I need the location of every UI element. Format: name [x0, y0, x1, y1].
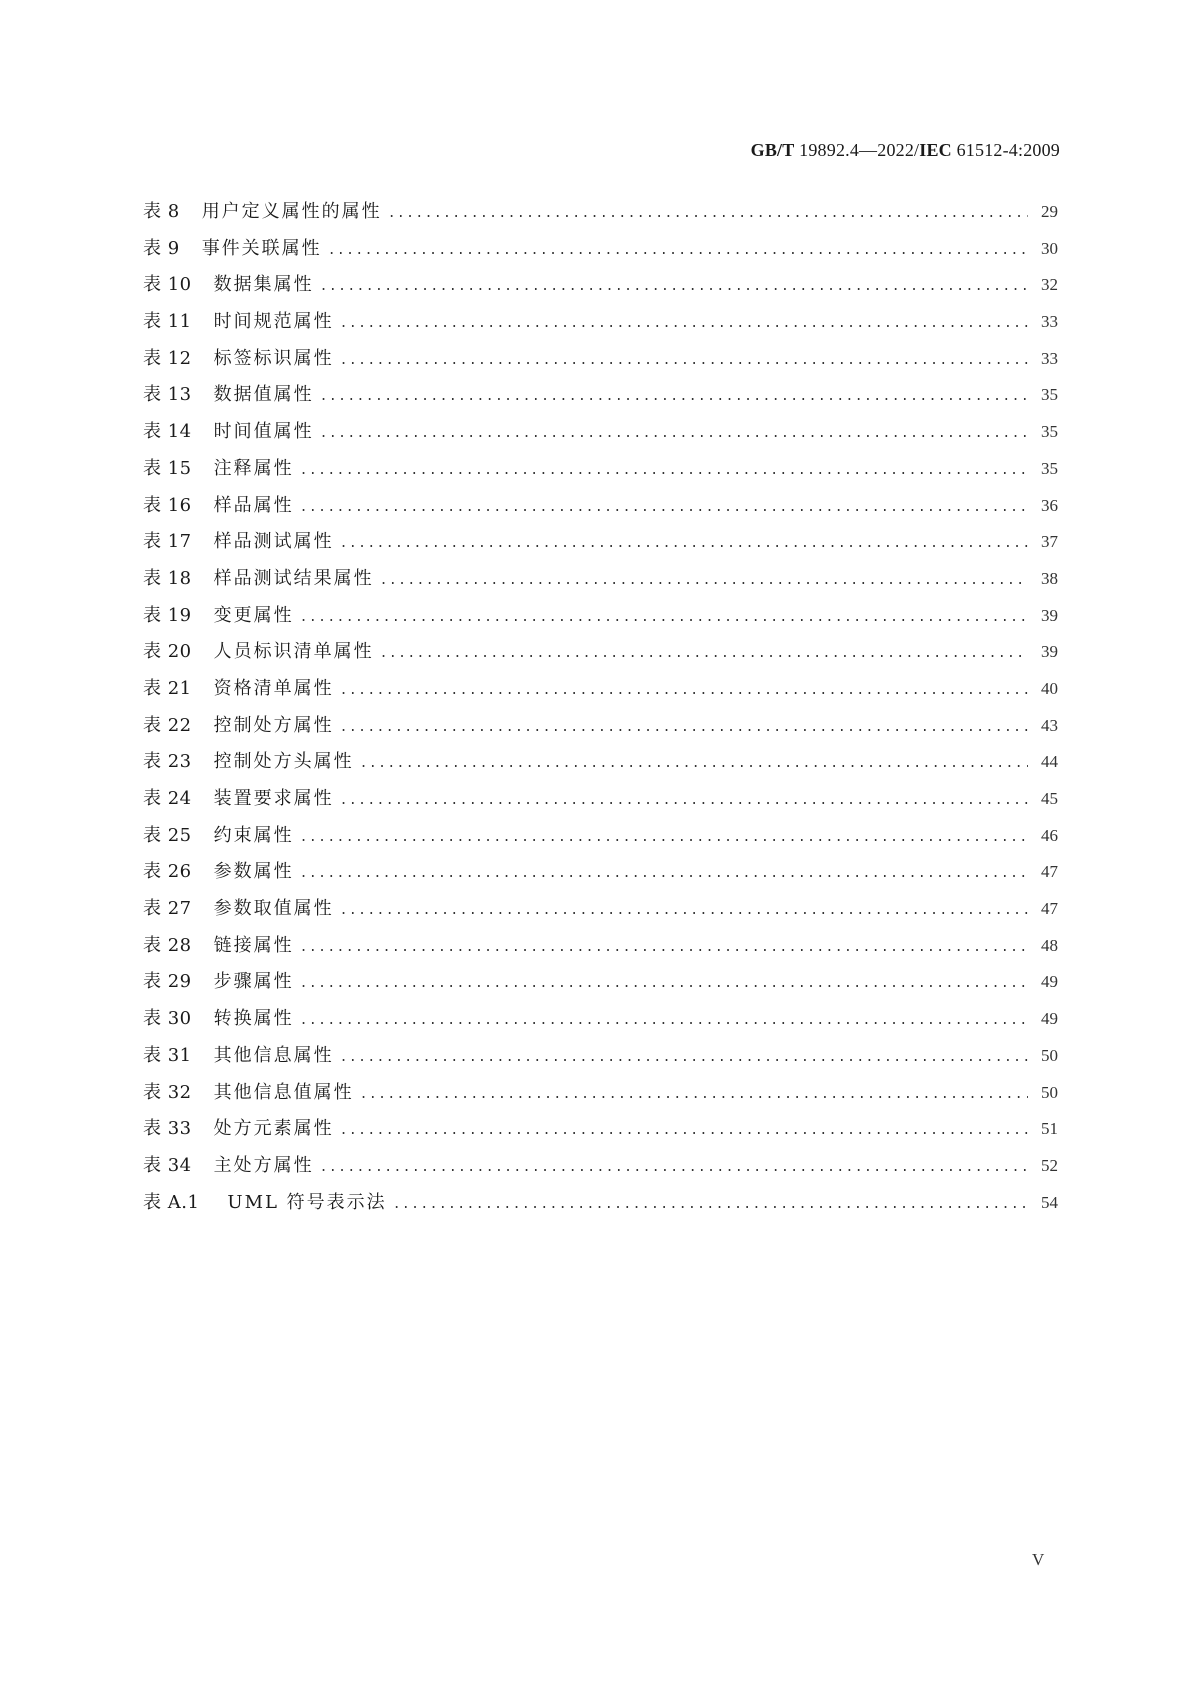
toc-entry-number: 表 26 [143, 861, 192, 883]
toc-entry-page: 35 [1041, 422, 1058, 442]
toc-entry-title: 步骤属性 [213, 971, 294, 993]
standard-header [751, 140, 1060, 161]
standard-number: 19892.4—2022/ [799, 140, 920, 160]
toc-entry[interactable] [143, 781, 1058, 818]
toc-dot-leader [393, 1187, 1028, 1224]
toc-entry-number: 表 29 [143, 971, 192, 993]
toc-entry-number: 表 32 [143, 1081, 192, 1103]
table-of-contents [143, 194, 1058, 1221]
toc-entry-page: 33 [1041, 348, 1058, 368]
toc-entry-page: 39 [1041, 605, 1058, 625]
toc-dot-leader [340, 1040, 1028, 1077]
toc-entry[interactable] [143, 634, 1058, 671]
toc-dot-leader [320, 379, 1028, 416]
toc-entry[interactable] [143, 1038, 1058, 1075]
toc-entry-number: 表 25 [143, 824, 192, 846]
toc-entry-page: 29 [1041, 202, 1058, 221]
toc-entry-number: 表 11 [143, 311, 192, 333]
toc-entry-page: 40 [1041, 678, 1058, 698]
toc-entry-page: 49 [1041, 1009, 1058, 1029]
toc-entry-page: 47 [1041, 899, 1058, 919]
toc-entry[interactable] [143, 1075, 1058, 1112]
toc-entry[interactable] [143, 1185, 1058, 1222]
iec-prefix: IEC [919, 140, 952, 160]
toc-dot-leader [320, 269, 1028, 306]
toc-entry[interactable] [143, 341, 1058, 378]
toc-entry-page: 47 [1041, 862, 1058, 882]
toc-dot-leader [300, 453, 1028, 490]
toc-entry[interactable] [143, 744, 1058, 781]
toc-entry-number: 表 15 [143, 457, 192, 479]
toc-entry-title: 参数属性 [213, 861, 294, 883]
toc-entry[interactable] [143, 708, 1058, 745]
toc-entry-title: 参数取值属性 [213, 898, 334, 920]
toc-entry[interactable] [143, 194, 1058, 231]
toc-dot-leader [380, 636, 1028, 673]
toc-entry[interactable] [143, 561, 1058, 598]
toc-dot-leader [340, 343, 1028, 380]
toc-entry-number: 表 16 [143, 494, 192, 516]
toc-dot-leader [300, 820, 1028, 857]
toc-entry-title: 其他信息属性 [213, 1044, 334, 1066]
toc-entry-title: 链接属性 [213, 934, 294, 956]
page-number: V [1032, 1550, 1045, 1569]
toc-entry-title: 控制处方头属性 [213, 751, 354, 773]
toc-entry[interactable] [143, 451, 1058, 488]
toc-dot-leader [360, 746, 1028, 783]
toc-dot-leader [380, 563, 1028, 600]
toc-entry-number: 表 10 [143, 274, 192, 296]
toc-entry[interactable] [143, 1111, 1058, 1148]
toc-entry[interactable] [143, 414, 1058, 451]
toc-entry-number: 表 30 [143, 1008, 192, 1030]
toc-entry-title: 数据值属性 [213, 384, 314, 406]
toc-entry-page: 36 [1041, 495, 1058, 515]
toc-entry-number: 表 20 [143, 641, 192, 663]
toc-entry[interactable] [143, 1001, 1058, 1038]
toc-dot-leader [300, 600, 1028, 637]
toc-dot-leader [340, 673, 1028, 710]
toc-entry-number: 表 12 [143, 347, 192, 369]
toc-entry[interactable] [143, 928, 1058, 965]
toc-entry[interactable] [143, 267, 1058, 304]
toc-entry-page: 35 [1041, 385, 1058, 405]
toc-dot-leader [300, 930, 1028, 967]
toc-dot-leader [300, 966, 1028, 1003]
toc-entry-title: 标签标识属性 [213, 347, 334, 369]
toc-entry-number: 表 34 [143, 1154, 192, 1176]
toc-entry-number: 表 18 [143, 567, 192, 589]
toc-entry[interactable] [143, 891, 1058, 928]
toc-entry[interactable] [143, 598, 1058, 635]
toc-entry-title: 注释属性 [213, 457, 294, 479]
toc-entry-page: 50 [1041, 1045, 1058, 1065]
toc-dot-leader [320, 1150, 1028, 1187]
toc-entry-title: 控制处方属性 [213, 714, 334, 736]
toc-entry-number: 表 9 [143, 237, 180, 259]
toc-entry-number: 表 23 [143, 751, 192, 773]
toc-entry-title: 变更属性 [213, 604, 294, 626]
toc-dot-leader [340, 783, 1028, 820]
toc-entry[interactable] [143, 304, 1058, 341]
toc-entry[interactable] [143, 671, 1058, 708]
toc-entry-page: 39 [1041, 642, 1058, 662]
toc-entry-title: 转换属性 [213, 1008, 294, 1030]
toc-entry-number: 表 21 [143, 677, 192, 699]
toc-entry-number: 表 24 [143, 788, 192, 809]
toc-entry-number: 表 13 [143, 384, 192, 406]
toc-entry-number: 表 22 [143, 714, 192, 736]
toc-dot-leader [300, 1003, 1028, 1040]
toc-entry[interactable] [143, 1148, 1058, 1185]
toc-entry-number: 表 8 [143, 201, 180, 222]
toc-entry[interactable] [143, 964, 1058, 1001]
toc-dot-leader [340, 710, 1028, 747]
toc-entry-page: 43 [1041, 715, 1058, 735]
toc-entry-title: 数据集属性 [213, 274, 314, 296]
toc-entry[interactable] [143, 231, 1058, 268]
toc-dot-leader [340, 893, 1028, 930]
toc-dot-leader [300, 490, 1028, 527]
toc-entry-page: 38 [1041, 568, 1058, 588]
toc-entry-page: 52 [1041, 1155, 1058, 1175]
toc-dot-leader [328, 233, 1028, 270]
toc-entry-page: 30 [1041, 238, 1058, 258]
toc-entry-number: 表 14 [143, 421, 192, 443]
toc-entry-page: 35 [1041, 458, 1058, 478]
toc-entry-page: 51 [1041, 1119, 1058, 1139]
toc-entry-page: 44 [1041, 752, 1058, 772]
toc-entry-title: 资格清单属性 [213, 677, 334, 699]
toc-entry-title: 样品测试属性 [213, 531, 334, 553]
toc-dot-leader [340, 1113, 1028, 1150]
toc-dot-leader [320, 416, 1028, 453]
toc-entry-number: 表 19 [143, 604, 192, 626]
toc-entry-title: UML 符号表示法 [227, 1191, 387, 1213]
toc-dot-leader [300, 856, 1028, 893]
toc-entry-title: 样品测试结果属性 [213, 567, 374, 589]
toc-entry[interactable] [143, 854, 1058, 891]
toc-entry-number: 表 27 [143, 898, 192, 920]
toc-entry-title: 主处方属性 [213, 1154, 314, 1176]
toc-dot-leader [388, 196, 1028, 233]
toc-entry-page: 46 [1041, 825, 1058, 845]
toc-entry-number: 表 17 [143, 531, 192, 553]
standard-prefix: GB/T [750, 140, 795, 160]
toc-dot-leader [340, 306, 1028, 343]
toc-dot-leader [360, 1077, 1028, 1114]
toc-dot-leader [340, 526, 1028, 563]
toc-entry-title: 样品属性 [213, 494, 294, 516]
toc-entry-number: 表 31 [143, 1044, 192, 1066]
toc-entry-title: 约束属性 [213, 824, 294, 846]
toc-entry-title: 处方元素属性 [213, 1118, 334, 1140]
toc-entry-number: 表 28 [143, 934, 192, 956]
toc-entry-page: 33 [1041, 312, 1058, 332]
toc-entry-title: 其他信息值属性 [213, 1081, 354, 1103]
toc-entry[interactable] [143, 377, 1058, 414]
toc-entry-page: 50 [1041, 1082, 1058, 1102]
toc-entry[interactable] [143, 524, 1058, 561]
toc-entry-page: 48 [1041, 935, 1058, 955]
toc-entry-title: 用户定义属性的属性 [201, 201, 382, 222]
toc-entry-number: 表 33 [143, 1118, 192, 1140]
toc-entry-title: 时间值属性 [213, 421, 314, 443]
toc-entry-page: 45 [1041, 789, 1058, 808]
toc-entry-page: 49 [1041, 972, 1058, 992]
toc-entry-page: 37 [1041, 532, 1058, 552]
toc-entry-title: 时间规范属性 [213, 311, 334, 333]
toc-entry-title: 装置要求属性 [213, 788, 334, 809]
toc-entry-page: 54 [1041, 1192, 1058, 1212]
toc-entry-page: 32 [1041, 275, 1058, 295]
iec-number: 61512-4:2009 [956, 140, 1060, 160]
toc-entry-title: 人员标识清单属性 [213, 641, 374, 663]
toc-entry-title: 事件关联属性 [201, 237, 322, 259]
toc-entry[interactable] [143, 818, 1058, 855]
toc-entry-number: 表 A.1 [143, 1191, 200, 1213]
toc-entry[interactable] [143, 488, 1058, 525]
